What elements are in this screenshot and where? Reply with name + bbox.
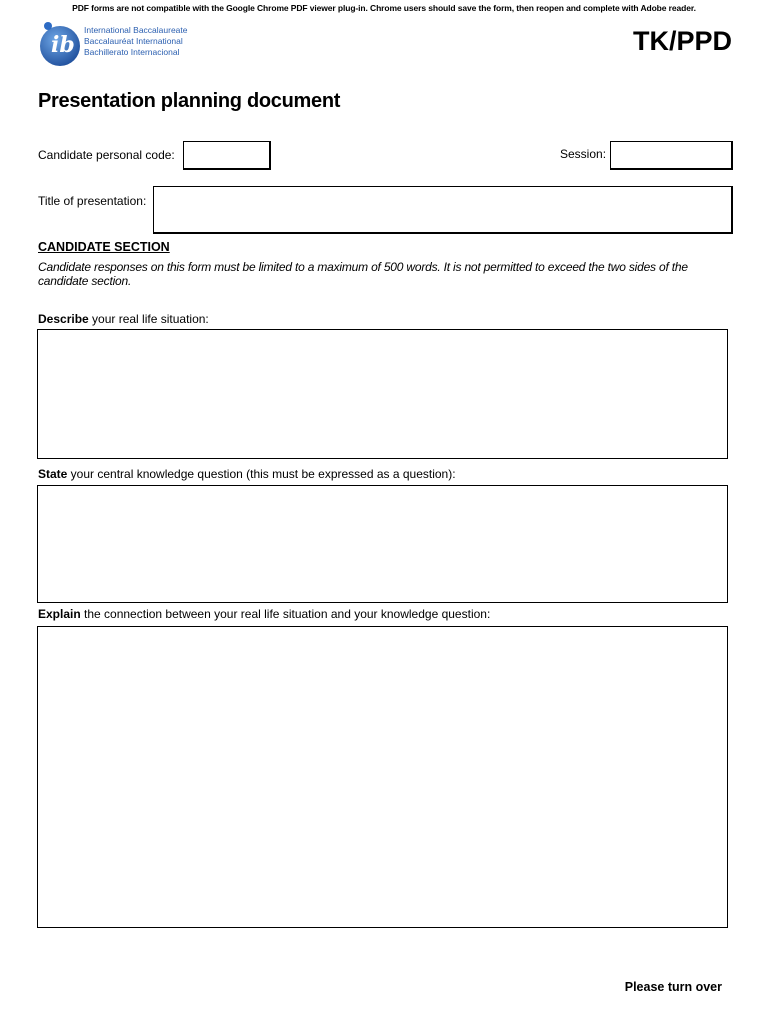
explain-field[interactable] [37,626,728,928]
logo-line-3: Bachillerato Internacional [84,47,180,57]
turn-over-note: Please turn over [624,980,722,994]
ib-logo-text [84,25,188,58]
logo-line-1: International Baccalaureate [84,25,188,35]
logo-line-2: Baccalauréat International [84,36,183,46]
state-prompt-rest: your central knowledge question (this must be expressed as a question): [67,467,456,481]
presentation-title-field[interactable] [153,186,733,234]
ib-logo-mark: ib [51,32,75,58]
session-field[interactable] [610,141,733,170]
form-code: TK/PPD [632,26,732,56]
candidate-section-heading: CANDIDATE SECTION [38,240,170,254]
presentation-title-label: Title of presentation: [38,194,147,208]
compatibility-notice: PDF forms are not compatible with the Google Chrome PDF viewer plug-in. Chrome users should save the form, then reopen and complete with Adobe reader. [72,3,696,13]
explain-prompt-rest: the connection between your real life situation and your knowledge question: [80,607,491,621]
explain-prompt [38,607,490,621]
describe-prompt-rest: your real life situation: [88,312,209,326]
explain-prompt-bold: Explain [38,607,81,621]
state-field[interactable] [37,485,728,603]
describe-prompt [38,312,209,326]
state-prompt-bold: State [38,467,68,481]
candidate-code-field[interactable] [183,141,271,170]
session-label: Session: [560,147,607,161]
describe-field[interactable] [37,329,728,459]
page-title: Presentation planning document [38,90,341,112]
state-prompt [38,467,456,481]
word-limit-note: Candidate responses on this form must be limited to a maximum of 500 words. It is not permitted to exceed the two sides of the candidate section. [38,260,688,288]
candidate-code-label: Candidate personal code: [38,148,175,162]
describe-prompt-bold: Describe [38,312,89,326]
